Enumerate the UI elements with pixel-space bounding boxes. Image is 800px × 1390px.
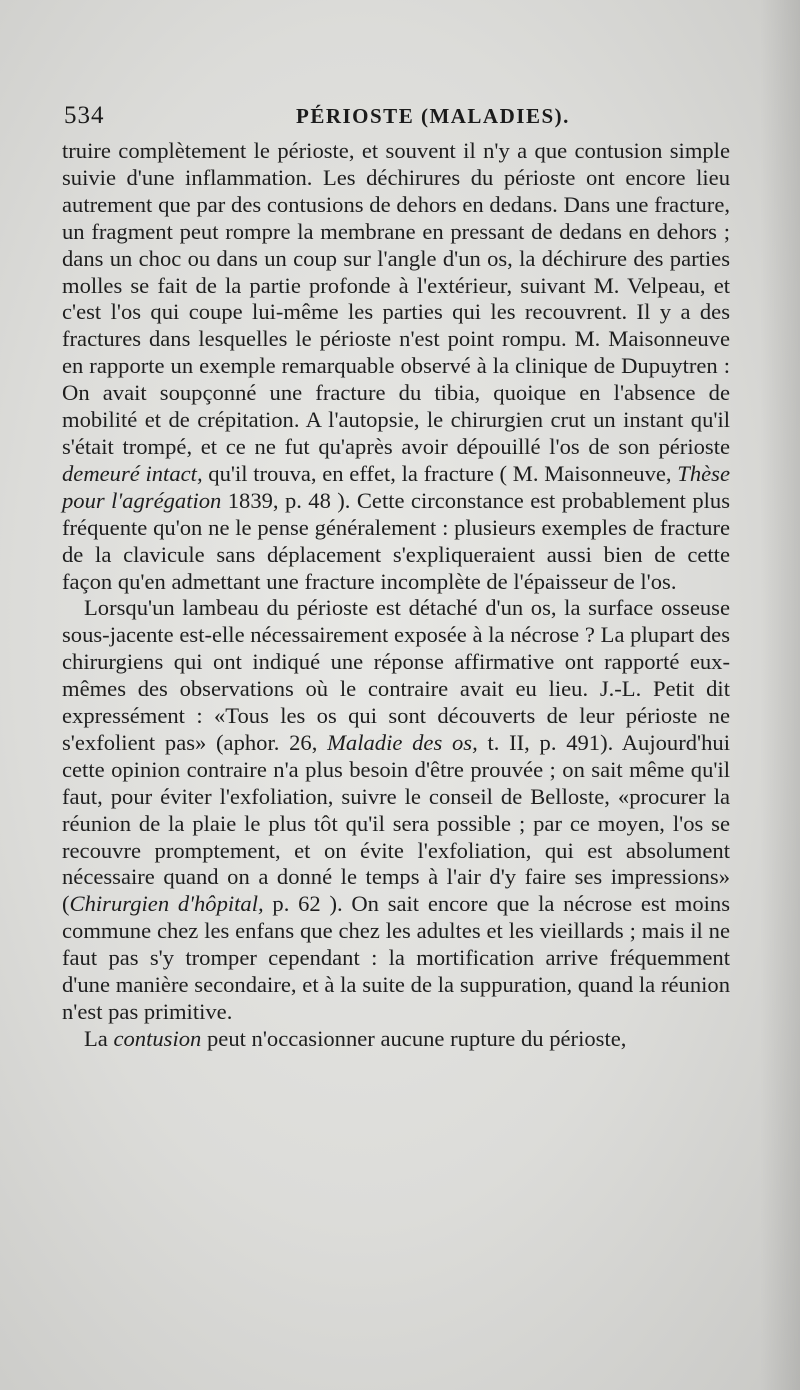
italic-segment: Chirurgien d'hôpital, — [69, 891, 264, 917]
text-segment: La — [84, 1025, 114, 1051]
text-segment: p. 62 ). On sait encore que la nécrose est moins commune chez les enfans que chez les adultes et les vieillards ; mais il ne faut pas s'y tromper cependant : la mortification arrive fréquemment d'une manière secondaire, et à la suite de la suppuration, quand la réunion n'est pas primitive. — [62, 891, 730, 1024]
italic-segment: demeuré intact, — [62, 460, 203, 486]
text-segment: t. II, p. 491). Aujourd'hui cette opinion contraire n'a plus besoin d'être prouvée ; on sait même qu'il faut, pour éviter l'exfoliation, suivre le conseil de Belloste, «procurer la réunion de la plaie le plus tôt qu'il sera possible ; par ce moyen, l'os se recouvre promptement, et on évite l'exfoliation, qui est absolument nécessaire quand on a donné le temps à l'air d'y faire ses impressions» ( — [62, 729, 730, 917]
page-header — [64, 100, 734, 134]
text-segment: Lorsqu'un lambeau du périoste est détaché d'un os, la surface osseuse sous-jacente est-elle nécessairement exposée à la nécrose ? La plupart des chirurgiens qui ont indiqué une réponse affirmative ont rapporté eux-mêmes des observations où le contraire avait eu lieu. J.-L. Petit dit expressément : «Tous les os qui sont découverts de leur périoste ne s'exfolient pas» (aphor. 26, — [62, 595, 730, 755]
italic-segment: contusion — [113, 1025, 202, 1051]
italic-segment: Maladie des os, — [327, 729, 478, 755]
text-segment: truire complètement le périoste, et souvent il n'y a que contusion simple suivie d'une inflammation. Les déchirures du périoste ont encore lieu autrement que par des contusions de dehors en dedans. Dans une fracture, un fragment peut rompre la membrane en pressant de dedans en dehors ; dans un choc ou dans un coup sur l'angle d'un os, la déchirure des parties molles se fait de la partie profonde à l'extérieur, suivant M. Velpeau, et c'est l'os qui coupe lui-même les parties qui les recouvrent. Il y a des fractures dans lesquelles le périoste n'est point rompu. M. Maisonneuve en rapporte un exemple remarquable observé à la clinique de Dupuytren : On avait soupçonné une fracture du tibia, quoique en l'absence de mobilité et de crépitation. A l'autopsie, le chirurgien crut un instant qu'il s'était trompé, et ce ne fut qu'après avoir dépouillé l'os de son périoste — [62, 138, 730, 459]
text-segment: qu'il trouva, en effet, la fracture ( M. Maisonneuve, — [202, 460, 678, 486]
paragraph-2 — [62, 595, 730, 1026]
running-title: PÉRIOSTE (MALADIES). — [296, 104, 570, 128]
text-segment: 1839, p. 48 ). Cette circonstance est probablement plus fréquente qu'on ne le pense généralement : plusieurs exemples de fracture de la clavicule sans déplacement s'expliqueraient aussi bien de cette façon qu'en admettant une fracture incomplète de l'épaisseur de l'os. — [62, 487, 730, 594]
text-segment: peut n'occasionner aucune rupture du périoste, — [201, 1025, 627, 1051]
page-number: 534 — [64, 102, 105, 129]
body-text — [62, 138, 730, 1053]
paragraph-3 — [62, 1026, 730, 1053]
paragraph-1 — [62, 138, 730, 595]
italic-segment: Thèse pour l'agrégation — [62, 460, 730, 513]
